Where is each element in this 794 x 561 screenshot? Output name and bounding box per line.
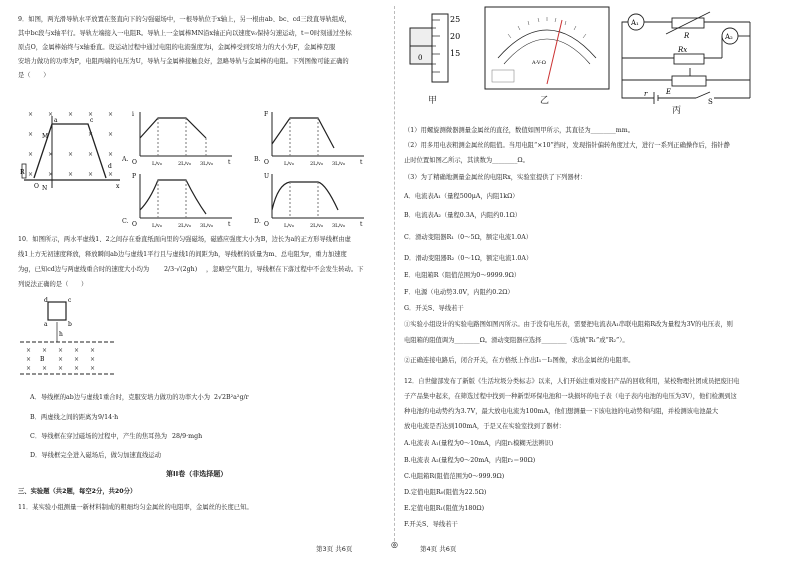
svg-text:3L/v₀: 3L/v₀: [200, 223, 214, 229]
q10-option-d: D．导线框完全进入磁场后，做匀加速直线运动: [30, 452, 161, 459]
svg-text:×: ×: [74, 347, 80, 354]
micrometer-tick-15: 15: [450, 49, 461, 58]
binding-hole-icon: ◎: [391, 540, 398, 549]
left-page: [12, 0, 386, 561]
svg-text:P: P: [132, 173, 137, 180]
svg-text:×: ×: [26, 347, 32, 354]
q10-option-a-math: 2√2B²a²g/r: [214, 394, 249, 401]
q9-line-3: 原点O，金属棒始终与x轴垂直。设运动过程中通过电阻的电流强度为i，金属棒受到安培力的大小为F，金属棒克服: [18, 44, 336, 51]
micrometer-figure: [408, 8, 464, 94]
q9-option-a: A.: [122, 156, 129, 163]
svg-text:c: c: [90, 117, 94, 124]
r-line-9: E．电阻箱R（阻值范围为0～9999.9Ω）: [404, 272, 521, 279]
label-A1: A₁: [631, 19, 639, 27]
svg-text:×: ×: [48, 171, 54, 178]
svg-text:M: M: [42, 133, 49, 140]
r-line-12: ①实验小组设计的实验电路图如图丙所示。由于没有电压表，需要把电流表A₁串联电阻箱R改为量程为3V的电压表，则: [404, 321, 733, 328]
fig-label-a: a: [44, 321, 48, 328]
svg-text:×: ×: [88, 151, 94, 158]
micrometer-tick-20: 20: [450, 32, 461, 41]
q9-graph-b: [264, 108, 368, 168]
svg-text:N: N: [42, 185, 48, 192]
svg-text:L/v₀: L/v₀: [152, 223, 162, 229]
q10-option-c: C．导线框在穿过磁场的过程中，产生的焦耳热为: [30, 433, 168, 440]
r-line-6: B．电流表A₂（量程0.3A，内阻约0.1Ω）: [404, 212, 522, 219]
svg-text:O: O: [132, 221, 137, 228]
q9-option-c: C.: [122, 218, 129, 225]
svg-text:2L/v₀: 2L/v₀: [178, 223, 192, 229]
q10-line-5: 列说法正确的是（ ）: [18, 281, 88, 288]
right-page: [404, 0, 780, 561]
svg-text:a: a: [54, 117, 58, 124]
label-r: r: [644, 90, 648, 98]
r-line-10: F．电源（电动势3.0V，内阻约0.2Ω）: [404, 289, 514, 296]
r-line-13: 电阻箱的阻值调为________Ω。滑动变阻器应选择________（选填“R₁”或“R₂”）。: [404, 337, 629, 344]
q9-field-figure: [22, 108, 122, 198]
caption-yi: 乙: [540, 96, 550, 106]
q10-option-b: B．两虚线之间的距离为: [30, 414, 98, 421]
r-line-17: 种电池的电动势约为3.7V，最大放电电流为100mA，他们想测量一下该电池的电动势和内阻，并检测该电池最大: [404, 408, 719, 415]
svg-text:×: ×: [90, 356, 96, 363]
svg-text:t: t: [360, 221, 363, 228]
svg-text:×: ×: [26, 356, 32, 363]
svg-text:L/v₀: L/v₀: [284, 223, 294, 229]
r-line-5: A．电流表A₁（量程500μA，内阻1kΩ）: [404, 193, 519, 200]
r-line-19: A.电流表 A₁(量程为0～10mA，内阻r₁模糊无法辨识): [404, 440, 554, 447]
svg-text:2L/v₀: 2L/v₀: [310, 161, 324, 167]
svg-text:×: ×: [42, 347, 48, 354]
micrometer-tick-25: 25: [450, 15, 461, 24]
r-line-11: G．开关S、导线若干: [404, 305, 464, 312]
q10-line-3: 为g，已知cd边与两虚线重合时的速度大小均为: [18, 266, 150, 273]
r-line-23: E.定值电阻R₁(阻值为180Ω): [404, 505, 485, 512]
caption-jia: 甲: [428, 96, 438, 106]
svg-text:U: U: [264, 173, 270, 180]
q9-line-1: 9．如图，两光滑导轨水平放置在竖直向下的匀强磁场中，一根导轨位于x轴上，另一根由ab、bc、cd三段直导轨组成，: [18, 16, 351, 23]
svg-text:×: ×: [58, 347, 64, 354]
label-E: E: [666, 88, 672, 96]
svg-text:×: ×: [42, 365, 48, 372]
r-line-22: D.定值电阻R₀(阻值为22.5Ω): [404, 489, 487, 496]
svg-text:×: ×: [108, 111, 114, 118]
svg-text:h: h: [59, 331, 63, 338]
svg-text:×: ×: [90, 347, 96, 354]
svg-text:×: ×: [74, 356, 80, 363]
footer-left-page-number: 第3页 共6页: [316, 545, 353, 553]
q10-speed-formula: 2/3·√(2gh): [164, 266, 198, 273]
q9-graph-c: [132, 170, 236, 230]
q10-option-c-math: 28/9·mgh: [172, 433, 203, 440]
fig-label-b: b: [68, 321, 72, 328]
q10-line-1: 10．如图所示，两水平虚线1、2之间存在垂直纸面向里的匀强磁场，磁感应强度大小为B，边长为a的正方形导线框由虚: [18, 236, 351, 243]
multimeter-figure: [484, 6, 610, 92]
svg-text:d: d: [108, 163, 112, 170]
r-line-8: D．滑动变阻器R₂（0～1Ω，额定电流1.0A）: [404, 255, 533, 262]
page-divider: [394, 6, 395, 546]
q10-line-4: ，忽略空气阻力，导线框在下落过程中不会发生转动。下: [206, 266, 364, 273]
svg-text:×: ×: [26, 365, 32, 372]
experiment-heading: 三、实验题（共2题，每空2分，共20分）: [18, 488, 137, 495]
r-line-16: 子产品集中起来，在筛选过程中找到一种新型环保电池和一块损坏的电子表（电子表内电池的电压为3V），他们检测到这: [404, 393, 737, 400]
q9-line-4: 安培力做功的功率为P，电阻两端的电压为U，导轨与金属棒接触良好，忽略导轨与金属棒的电阻。下列图像可能正确的: [18, 58, 349, 65]
svg-text:B: B: [40, 356, 45, 363]
label-Rx: Rx: [678, 46, 688, 54]
svg-text:L/v₀: L/v₀: [284, 161, 294, 167]
q10-option-a: A．导线框的ab边与虚线1重合时，克服安培力做功的功率大小为: [30, 394, 211, 401]
svg-text:×: ×: [108, 151, 114, 158]
svg-text:2L/v₀: 2L/v₀: [310, 223, 324, 229]
svg-text:×: ×: [28, 111, 34, 118]
svg-text:×: ×: [28, 171, 34, 178]
svg-text:i: i: [132, 111, 134, 118]
svg-text:×: ×: [58, 365, 64, 372]
svg-text:3L/v₀: 3L/v₀: [332, 223, 346, 229]
q11-intro: 11．某实验小组测量一新材料制成的粗细均匀金属丝的电阻率，金属丝的长度已知。: [18, 504, 253, 511]
svg-text:R: R: [20, 169, 25, 176]
r-line-21: C.电阻箱R(阻值范围为0～999.9Ω): [404, 473, 505, 480]
svg-text:×: ×: [48, 111, 54, 118]
label-R: R: [684, 32, 690, 40]
q9-line-2: 其中bc段与x轴平行。导轨左端接入一电阻R。导轨上一金属棒MN沿x轴正向以速度v₀保持匀速运动，t＝0时刻通过坐标: [18, 30, 352, 37]
svg-text:t: t: [228, 221, 231, 228]
svg-text:×: ×: [88, 171, 94, 178]
svg-text:O: O: [264, 221, 269, 228]
micrometer-tick-0: 0: [418, 54, 423, 62]
svg-text:×: ×: [28, 151, 34, 158]
svg-text:×: ×: [58, 356, 64, 363]
svg-text:t: t: [228, 159, 231, 166]
q9-option-b: B.: [254, 156, 261, 163]
svg-text:×: ×: [108, 131, 114, 138]
svg-text:×: ×: [68, 111, 74, 118]
q9-option-d: D.: [254, 218, 261, 225]
svg-text:t: t: [360, 159, 363, 166]
q9-line-5: 是（ ）: [18, 72, 50, 79]
svg-text:3L/v₀: 3L/v₀: [332, 161, 346, 167]
svg-text:×: ×: [68, 171, 74, 178]
svg-text:×: ×: [28, 131, 34, 138]
fig-label-c: c: [68, 297, 72, 304]
footer-right-page-number: 第4页 共6页: [420, 545, 457, 553]
r-line-20: B.电流表 A₂(量程为0～20mA，内阻r₂＝90Ω): [404, 457, 536, 464]
svg-text:x: x: [116, 183, 120, 190]
q9-graph-d: [264, 170, 368, 230]
fig-label-d: d: [44, 297, 48, 304]
svg-text:O: O: [132, 159, 137, 166]
svg-text:×: ×: [68, 151, 74, 158]
r-line-18: 放电电流是否达到100mA，于是又在实验室找到了器材：: [404, 423, 566, 430]
q10-option-b-math: 9/14·h: [98, 414, 119, 421]
svg-text:×: ×: [48, 151, 54, 158]
r-line-15: 12．自世健部发布了新版《生活垃圾分类标志》以来，人们开始注重对废旧产品的回收利用，某校物理社团成员把废旧电: [404, 378, 740, 385]
q9-graph-a: [132, 108, 236, 168]
svg-text:L/v₀: L/v₀: [152, 161, 162, 167]
svg-text:×: ×: [108, 171, 114, 178]
svg-text:×: ×: [88, 111, 94, 118]
r-line-2: （2）用多用电表粗测金属丝的阻值。当用电阻“×10”挡时，发现指针偏转角度过大，进行一系列正确操作后，指针静: [404, 142, 730, 149]
svg-text:×: ×: [88, 131, 94, 138]
svg-text:3L/v₀: 3L/v₀: [200, 161, 214, 167]
label-S: S: [708, 98, 713, 106]
svg-text:O: O: [34, 183, 39, 190]
r-line-4: （3）为了精确地测量金属丝的电阻Rx，实验室提供了下列器材：: [404, 174, 587, 181]
label-A2: A₂: [725, 33, 733, 41]
section-title: 第II卷（非选择题）: [166, 470, 228, 478]
svg-text:O: O: [264, 159, 269, 166]
r-line-1: （1）用螺旋测微器测量金属丝的直径，数值如图甲所示，其直径为________mm。: [404, 127, 635, 134]
r-line-14: ②正确连接电路后，闭合开关，在方格纸上作出I₁－I₂图像，求出金属丝的电阻率。: [404, 357, 635, 364]
svg-text:2L/v₀: 2L/v₀: [178, 161, 192, 167]
svg-text:F: F: [264, 111, 269, 118]
circuit-figure: [620, 6, 776, 106]
q10-figure: d c a b h 12 × × × × × × × × × × × × × × B: [12, 297, 96, 379]
q10-line-2: 线1上方无初速度释放，释放瞬间ab边与虚线1平行且与虚线1的间距为h，导线框的质量为m、总电阻为r，重力加速度: [18, 251, 347, 258]
svg-text:×: ×: [90, 365, 96, 372]
r-line-3: 止时位置如图乙所示，其读数为________Ω。: [404, 157, 529, 164]
caption-bing: 丙: [672, 106, 682, 116]
svg-text:×: ×: [74, 365, 80, 372]
r-line-7: C．滑动变阻器R₁（0～5Ω，额定电流1.0A）: [404, 234, 533, 241]
meter-label: A-V-Ω: [532, 60, 546, 66]
r-line-24: F.开关S、导线若干: [404, 521, 458, 528]
